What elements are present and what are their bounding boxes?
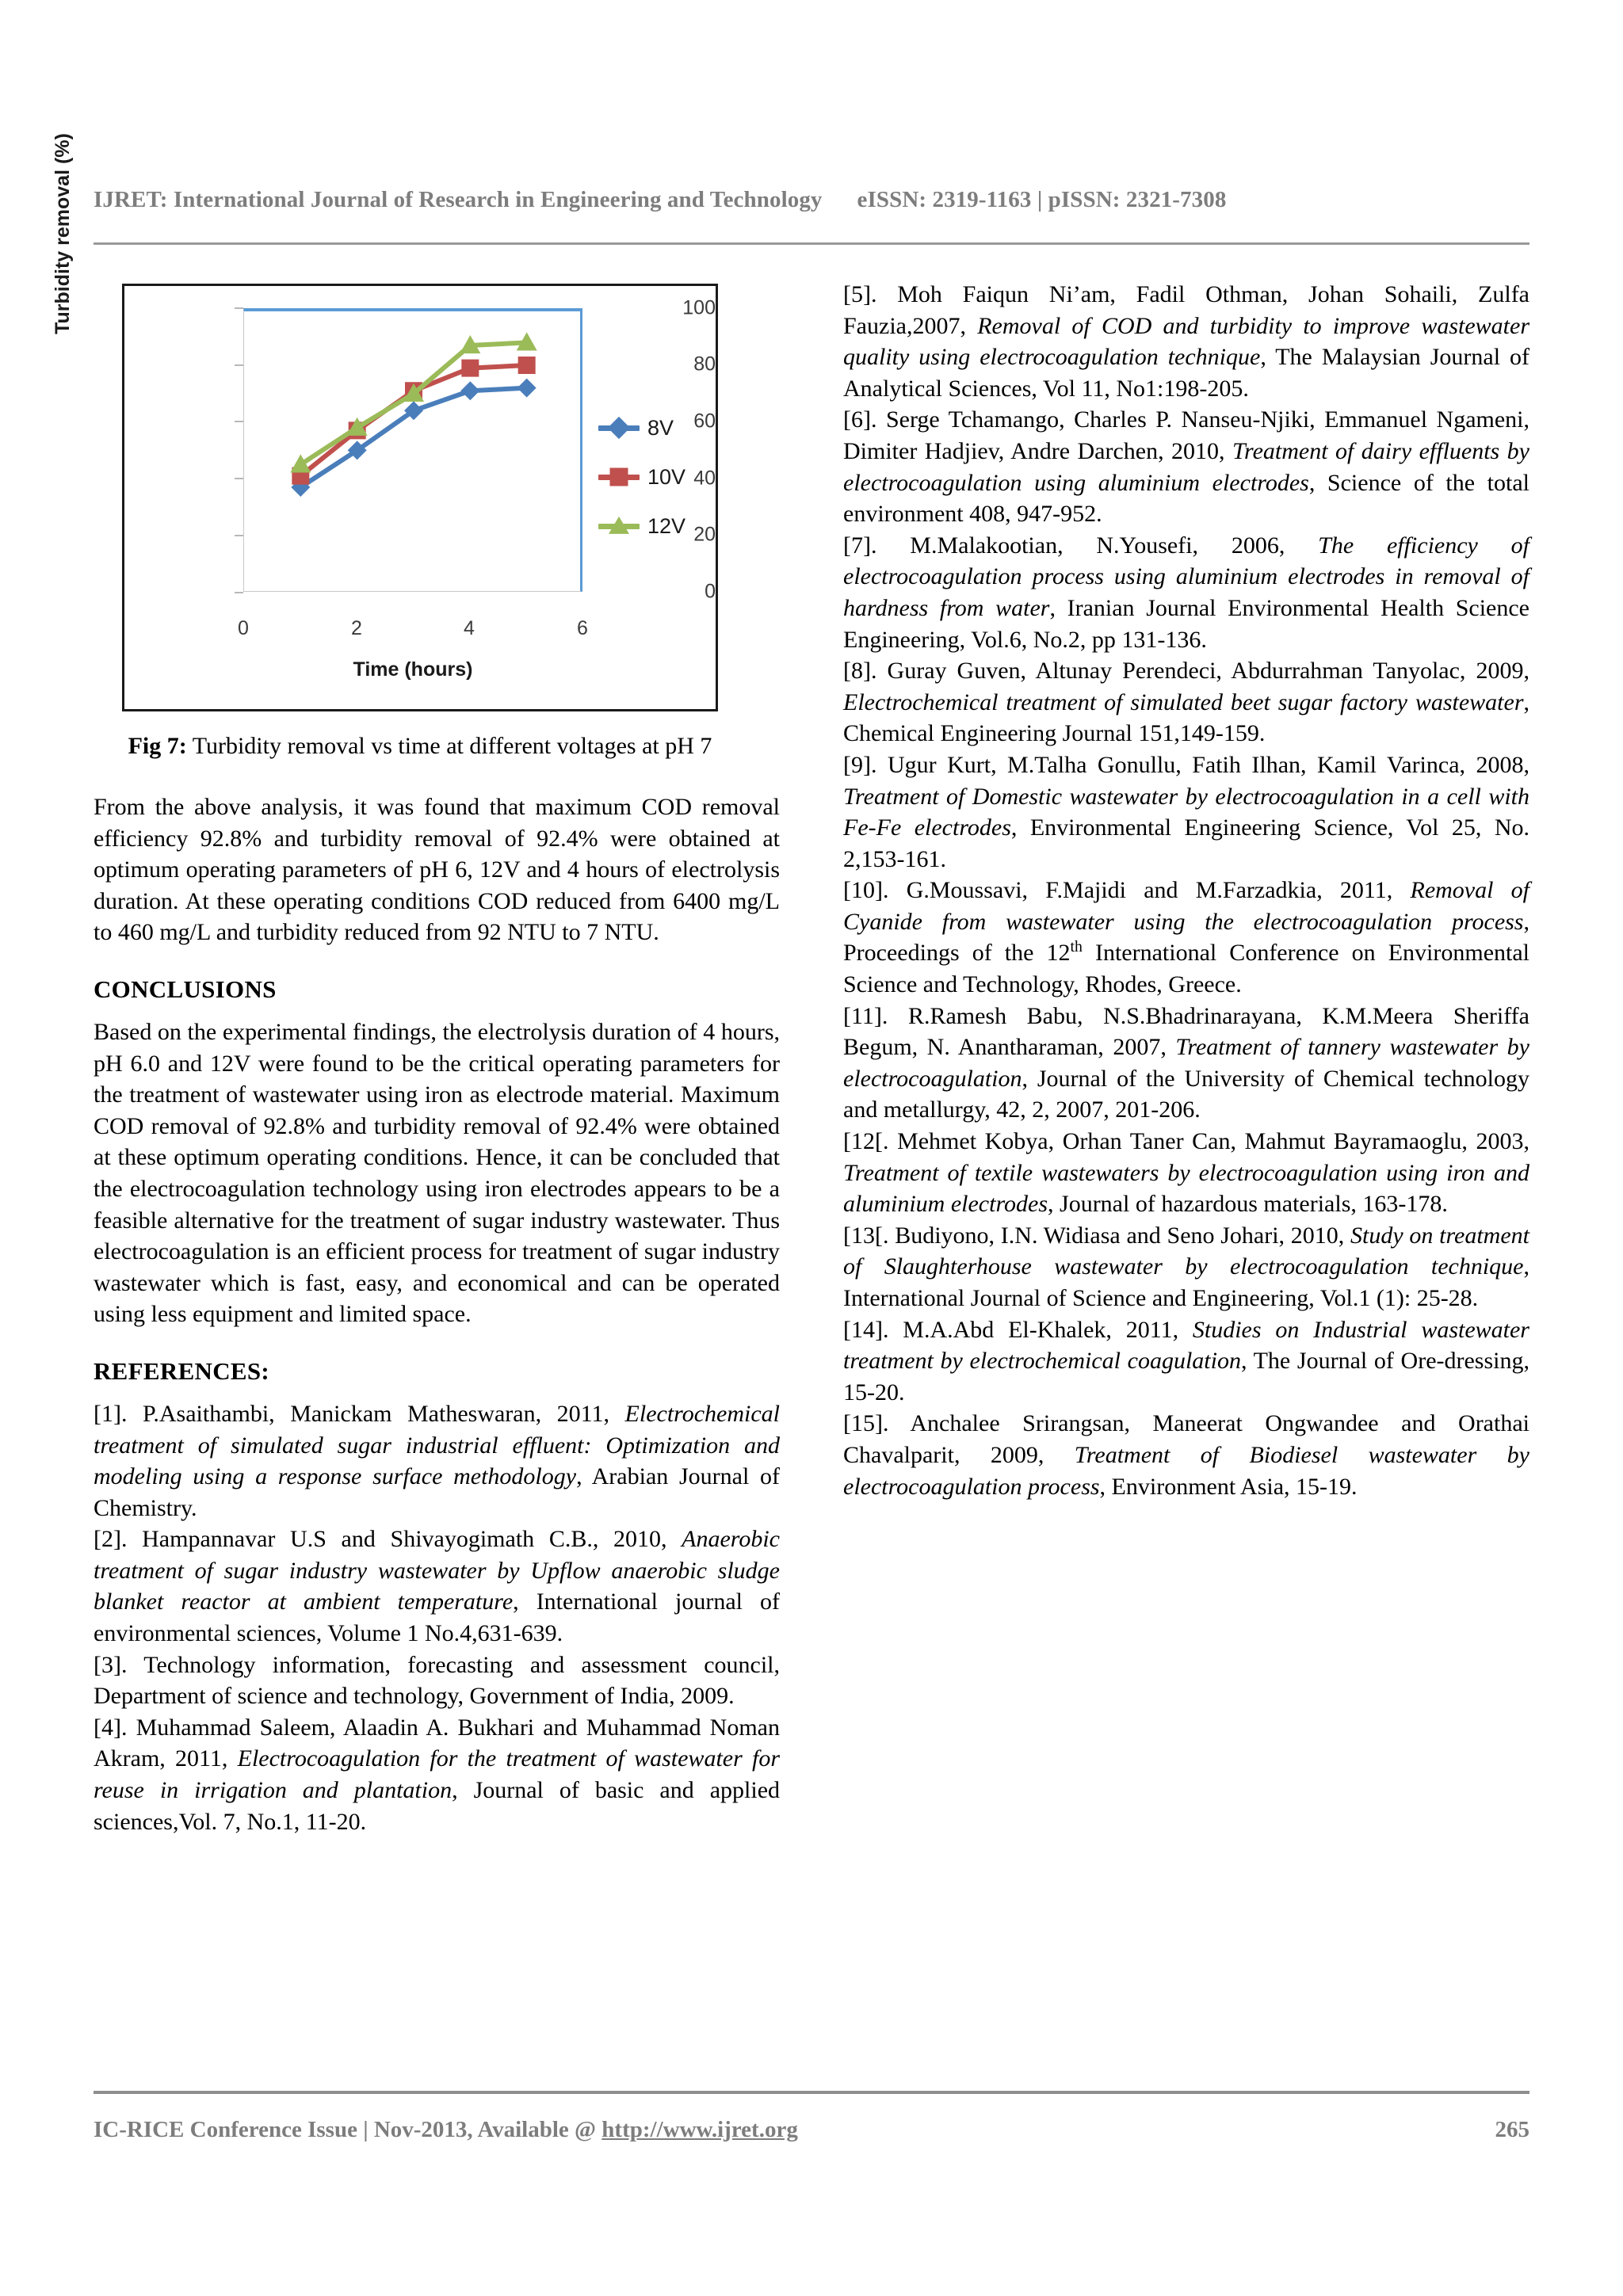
reference-source: , The Malaysian Journal of Analytical Sciences, Vol 11, No1:198-205. <box>843 344 1529 402</box>
reference-title: Treatment of textile wastewaters by electrocoagulation using iron and aluminium electrodes <box>843 1159 1529 1218</box>
reference-title: Studies on Industrial wastewater treatment by electrochemical coagulation <box>843 1316 1529 1375</box>
header-divider <box>94 242 1529 245</box>
legend-item-12v <box>598 502 709 551</box>
reference-source: , Chemical Engineering Journal 151,149-159. <box>843 688 1529 747</box>
reference-title: Study on treatment of Slaughterhouse wastewater by electrocoagulation technique <box>843 1222 1529 1280</box>
footer-conference <box>94 2117 798 2143</box>
reference-number: [3]. <box>94 1651 128 1678</box>
y-tick-mark <box>235 307 243 309</box>
reference-ordinal-suffix: th <box>1070 938 1083 956</box>
reference-source: , Science of the total environment 408, 947-952. <box>843 469 1529 528</box>
reference-authors: M.Malakootian, N.Yousefi, 2006, <box>876 532 1319 559</box>
reference-authors: P.Asaithambi, Manickam Matheswaran, 2011, <box>127 1400 625 1427</box>
reference-title: Treatment of Biodiesel wastewater by electrocoagulation process <box>843 1441 1529 1500</box>
reference-item <box>843 1220 1529 1314</box>
paragraph-conclusions: Based on the experimental findings, the electrolysis duration of 4 hours, pH 6.0 and 12V were found to be the critical operating parameters for the treatment of wastewater using iron as electrode material. Maximum COD removal of 92.8% and turbidity removal of 92.4% were obtained at these optimum operating conditions. Hence, it can be concluded that the electrocoagulation technology using iron electrodes appears to be a feasible alternative for the treatment of sugar industry wastewater. Thus electrocoagulation is an efficient process for treatment of sugar industry wastewater which is fast, easy, and economical and can be operated using less equipment and limited space. <box>94 1018 780 1328</box>
y-tick-label: 20 <box>693 523 716 546</box>
heading-references: REFERENCES: <box>94 1356 270 1385</box>
reference-item <box>843 875 1529 1000</box>
references-list-right <box>843 279 1529 1502</box>
reference-title: Electrocoagulation for the treatment of wastewater for reuse in irrigation and plantation <box>94 1745 780 1804</box>
reference-number: [12[. <box>843 1128 889 1155</box>
figure-caption <box>122 730 718 761</box>
reference-number: [9]. <box>843 751 877 778</box>
data-point-marker <box>461 360 479 377</box>
legend-label: 8V <box>647 415 674 440</box>
reference-source: , Environment Asia, 15-19. <box>1099 1473 1358 1500</box>
diamond-marker-icon <box>608 417 630 439</box>
legend-item-10v <box>598 452 709 502</box>
reference-item <box>843 530 1529 655</box>
reference-authors: Technology information, forecasting and assessment council, Department of science and technology, Government of India, 2009. <box>94 1651 780 1710</box>
reference-item <box>843 749 1529 875</box>
reference-source: , The Journal of Ore-dressing, 15-20. <box>843 1348 1529 1405</box>
reference-number: [8]. <box>843 658 877 685</box>
reference-authors: Guray Guven, Altunay Perendeci, Abdurrahman Tanyolac, 2009, <box>876 658 1529 685</box>
data-series-svg <box>244 311 583 595</box>
y-tick-mark <box>235 478 243 479</box>
reference-authors: Muhammad Saleem, Alaadin A. Bukhari and Muhammad Noman Akram, 2011, <box>94 1714 780 1772</box>
reference-number: [1]. <box>94 1400 128 1427</box>
paragraph-analysis: From the above analysis, it was found that maximum COD removal efficiency 92.8% and turbidity removal of 92.4% were obtained at optimum operating parameters of pH 6, 12V and 4 hours of electrolysis duration. At these operating conditions COD reduced from 6400 mg/L to 460 mg/L and turbidity reduced from 92 NTU to 7 NTU. <box>94 794 780 946</box>
reference-number: [10]. <box>843 877 889 904</box>
reference-source: , International journal of environmental sciences, Volume 1 No.4,631-639. <box>94 1589 780 1647</box>
reference-number: [14]. <box>843 1316 889 1343</box>
page-footer <box>94 2117 1529 2143</box>
reference-item <box>94 1650 780 1712</box>
y-tick-mark <box>235 592 243 593</box>
heading-conclusions: CONCLUSIONS <box>94 974 277 1003</box>
right-column <box>843 279 1529 2069</box>
figure-caption-text: Turbidity removal vs time at different voltages at pH 7 <box>186 733 712 759</box>
reference-number: [11]. <box>843 1002 888 1029</box>
page-number: 265 <box>1495 2117 1529 2142</box>
reference-authors: Hampannavar U.S and Shivayogimath C.B., 2010, <box>127 1526 682 1553</box>
footer-url-link[interactable]: http://www.ijret.org <box>601 2117 798 2142</box>
reference-source: , Journal of hazardous materials, 163-178. <box>1048 1191 1448 1218</box>
reference-number: [7]. <box>843 532 877 559</box>
reference-source: , International Journal of Science and Engineering, Vol.1 (1): 25-28. <box>843 1253 1529 1311</box>
data-point-marker <box>290 454 311 472</box>
reference-source-cont: International Conference on Environmental Science and Technology, Rhodes, Greece. <box>843 940 1529 998</box>
reference-number: [13[. <box>843 1222 889 1249</box>
reference-source: , Journal of the University of Chemical technology and metallurgy, 42, 2, 2007, 201-206. <box>843 1065 1529 1123</box>
reference-authors: Ugur Kurt, M.Talha Gonullu, Fatih Ilhan, Kamil Varinca, 2008, <box>876 751 1529 778</box>
reference-authors: M.A.Abd El-Khalek, 2011, <box>888 1316 1193 1343</box>
x-tick-label: 6 <box>577 617 588 639</box>
reference-item <box>94 1524 780 1649</box>
y-tick-label: 40 <box>693 467 716 490</box>
journal-title: IJRET: International Journal of Research in Engineering and Technology <box>94 187 823 212</box>
y-tick-mark <box>235 421 243 422</box>
reference-title: Removal of COD and turbidity to improve wastewater quality using electrocoagulation technique <box>843 312 1529 371</box>
y-axis-label: Turbidity removal (%) <box>52 133 74 334</box>
x-axis-label: Time (hours) <box>353 658 473 681</box>
reference-item <box>843 1314 1529 1409</box>
y-tick-label: 0 <box>705 580 716 603</box>
reference-item <box>94 1398 780 1524</box>
data-point-marker <box>517 379 537 398</box>
reference-authors: Anchalee Srirangsan, Maneerat Ongwandee and Orathai Chavalparit, 2009, <box>843 1410 1529 1468</box>
reference-number: [2]. <box>94 1526 128 1553</box>
reference-item <box>843 279 1529 404</box>
data-point-marker <box>460 381 479 400</box>
chart-legend <box>598 403 709 551</box>
footer-divider <box>94 2091 1529 2094</box>
reference-authors: R.Ramesh Babu, N.S.Bhadrinarayana, K.M.Meera Sheriffa Begum, N. Anantharaman, 2007, <box>843 1002 1529 1061</box>
reference-source: , Proceedings of the 12 <box>843 908 1529 967</box>
reference-authors: Moh Faiqun Ni’am, Fadil Othman, Johan Sohaili, Zulfa Fauzia,2007, <box>843 281 1529 339</box>
reference-source: , Journal of basic and applied sciences,Vol. 7, No.1, 11-20. <box>94 1777 781 1835</box>
triangle-marker-icon <box>609 517 629 534</box>
plot-area <box>243 308 582 592</box>
data-point-marker <box>518 357 536 374</box>
reference-authors: Mehmet Kobya, Orhan Taner Can, Mahmut Bayramaoglu, 2003, <box>888 1128 1529 1155</box>
figure-caption-label: Fig 7: <box>128 733 187 759</box>
reference-title: Electrochemical treatment of simulated beet sugar factory wastewater <box>843 688 1524 715</box>
legend-label: 12V <box>647 513 686 538</box>
reference-source: , Environmental Engineering Science, Vol 25, No. 2,153-161. <box>843 814 1529 872</box>
reference-title: Anaerobic treatment of sugar industry wastewater by Upflow anaerobic sludge blanket reactor at ambient temperature <box>94 1526 780 1615</box>
reference-title: Electrochemical treatment of simulated sugar industrial effluent: Optimization and modeling using a response surface methodology <box>94 1400 780 1490</box>
x-tick-label: 0 <box>238 617 249 639</box>
reference-source: , Arabian Journal of Chemistry. <box>94 1463 780 1521</box>
y-tick-mark <box>235 364 243 366</box>
reference-number: [6]. <box>843 406 877 433</box>
y-tick-label: 100 <box>682 296 716 319</box>
legend-item-8v <box>598 403 709 452</box>
y-tick-label: 60 <box>693 410 716 433</box>
reference-title: Removal of Cyanide from wastewater using the electrocoagulation process <box>843 877 1529 935</box>
reference-number: [5]. <box>843 281 877 307</box>
legend-swatch-line <box>598 524 640 529</box>
square-marker-icon <box>610 468 628 486</box>
references-list-left <box>94 1398 780 1837</box>
reference-number: [4]. <box>94 1714 128 1741</box>
reference-item <box>94 1712 780 1837</box>
y-tick-mark <box>235 535 243 536</box>
issn-line: eISSN: 2319-1163 | pISSN: 2321-7308 <box>857 187 1227 212</box>
reference-title: The efficiency of electrocoagulation process using aluminium electrodes in removal of hardness from water <box>843 532 1529 621</box>
reference-authors: Budiyono, I.N. Widiasa and Seno Johari, 2010, <box>888 1222 1351 1249</box>
legend-swatch-line <box>598 475 640 480</box>
reference-title: Treatment of dairy effluents by electrocoagulation using aluminium electrodes <box>843 437 1529 496</box>
reference-item <box>843 1001 1529 1126</box>
reference-title: Treatment of tannery wastewater by electrocoagulation <box>843 1034 1529 1092</box>
reference-title: Treatment of Domestic wastewater by electrocoagulation in a cell with Fe-Fe electrodes <box>843 783 1529 841</box>
reference-authors: Serge Tchamango, Charles P. Nanseu-Njiki, Emmanuel Ngameni, Dimiter Hadjiev, Andre Darchen, 2010, <box>843 406 1529 464</box>
footer-conference-text: IC-RICE Conference Issue | Nov-2013, Available @ <box>94 2117 602 2142</box>
legend-label: 10V <box>647 464 686 489</box>
series-line-10v <box>300 365 526 476</box>
legend-swatch-line <box>598 425 640 431</box>
x-tick-label: 2 <box>351 617 362 639</box>
running-head <box>94 187 1529 213</box>
reference-item <box>843 1408 1529 1502</box>
reference-item <box>843 404 1529 529</box>
reference-authors: G.Moussavi, F.Majidi and M.Farzadkia, 2011, <box>888 877 1411 904</box>
y-tick-label: 80 <box>693 353 716 376</box>
reference-source: , Iranian Journal Environmental Health Science Engineering, Vol.6, No.2, pp 131-136. <box>843 594 1530 653</box>
reference-number: [15]. <box>843 1410 889 1437</box>
x-tick-label: 4 <box>464 617 475 639</box>
reference-item <box>843 655 1529 749</box>
reference-item <box>843 1126 1529 1220</box>
